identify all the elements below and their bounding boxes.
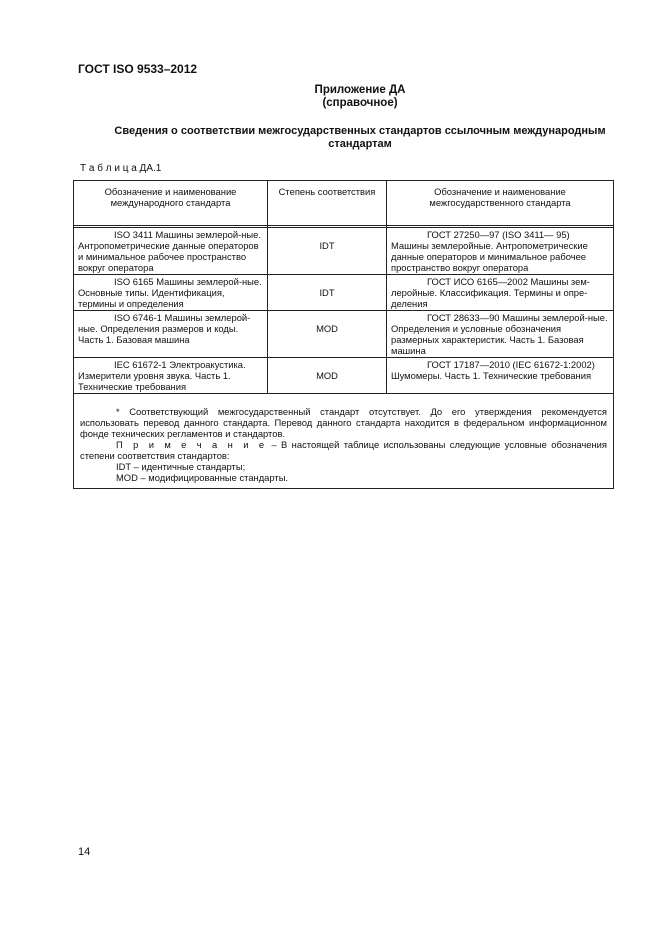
- legend-mod: MOD – модифицированные стандарты.: [116, 472, 289, 483]
- section-title: Сведения о соответствии межгосударственных стандартов ссылочным международным стандартам: [114, 125, 606, 150]
- interstate-standard-cell: ГОСТ ИСО 6165—2002 Машины зем-леройные. Классификация. Термины и опре-деления: [387, 275, 614, 311]
- footnote: * Соответствующий межгосударственный стандарт отсутствует. До его утверждения рекомендуется использовать перевод данного стандарта. Перевод данного стандарта находится в федеральном информационном фонде технических регламентов и стандартов.: [80, 406, 607, 439]
- table-row: [74, 358, 614, 394]
- degree-cell: IDT: [268, 228, 387, 275]
- annex-subtitle: (справочное): [322, 97, 398, 109]
- table-header-row: [74, 181, 614, 226]
- note-label: П р и м е ч а н и е: [116, 439, 268, 450]
- degree-cell: MOD: [268, 311, 387, 358]
- interstate-standard-cell: ГОСТ 28633—90 Машины землерой-ные. Определения и условные обозначения размерных характеристик. Часть 1. Базовая машина: [387, 311, 614, 358]
- table-row: [74, 275, 614, 311]
- table-notes: [74, 394, 614, 489]
- document-code: ГОСТ ISO 9533–2012: [78, 62, 198, 76]
- interstate-standard-cell: ГОСТ 27250—97 (ISO 3411— 95) Машины землеройные. Антропометрические данные операторов и минимальное рабочее пространство вокруг оператора: [387, 228, 614, 275]
- header-degree-of-conformity: Степень соответствия: [268, 181, 387, 226]
- international-standard-cell: ISO 6746-1 Машины землерой-ные. Определения размеров и коды. Часть 1. Базовая машина: [74, 311, 268, 358]
- international-standard-cell: IEC 61672-1 Электроакустика. Измерители уровня звука. Часть 1. Технические требования: [74, 358, 268, 394]
- table-caption: Т а б л и ц а ДА.1: [80, 163, 162, 174]
- table-row: [74, 311, 614, 358]
- annex-title: Приложение ДА: [314, 84, 406, 96]
- table-row: [74, 228, 614, 275]
- degree-cell: IDT: [268, 275, 387, 311]
- annex-heading: [250, 84, 470, 110]
- international-standard-cell: ISO 3411 Машины землерой-ные. Антропометрические данные операторов и минимальное рабочее пространство вокруг оператора: [74, 228, 268, 275]
- note: [80, 439, 607, 461]
- interstate-standard-cell: ГОСТ 17187—2010 (IEC 61672-1:2002) Шумомеры. Часть 1. Технические требования: [387, 358, 614, 394]
- table-notes-row: [74, 394, 614, 489]
- degree-cell: MOD: [268, 358, 387, 394]
- correspondence-table: [73, 180, 614, 489]
- note-text: – В настоящей таблице использованы следующие условные обозначения степени соответствия стандартов:: [80, 439, 607, 461]
- page-number: 14: [78, 846, 91, 858]
- header-international-standard: Обозначение и наименование международного стандарта: [74, 181, 268, 226]
- international-standard-cell: ISO 6165 Машины землерой-ные. Основные типы. Идентификация, термины и определения: [74, 275, 268, 311]
- legend-idt: IDT – идентичные стандарты;: [116, 461, 246, 472]
- header-interstate-standard: Обозначение и наименование межгосударственного стандарта: [387, 181, 614, 226]
